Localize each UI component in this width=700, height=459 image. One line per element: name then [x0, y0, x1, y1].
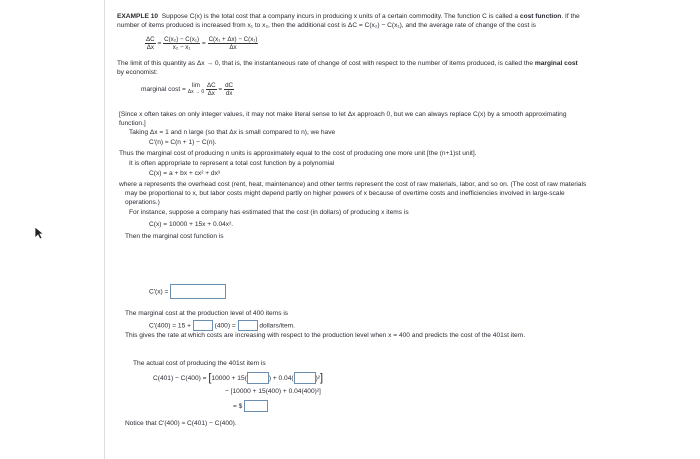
marginal-cost-formula: marginal cost = lim Δx → 0 $\frac{\Delta C}{\Delta x}$ = $\frac{dC}{dx}$ [141, 81, 234, 97]
dollar-answer-row [233, 400, 268, 412]
cprime-n-formula: C′(n) ≈ C(n + 1) − C(n). [149, 139, 217, 146]
frac-den: x₂ − x₁ [172, 43, 191, 51]
diff-text-b: ) + 0.04( [268, 374, 294, 382]
example-heading: EXAMPLE 10 [117, 13, 159, 20]
open-bracket: [ [208, 372, 212, 384]
mc-label: marginal cost = [141, 86, 188, 93]
cprime-x-input[interactable] [170, 284, 226, 299]
c400-row [149, 320, 295, 331]
limit-text [117, 60, 578, 68]
where-line-2: may be proportional to x, but labor costs might depend partly on higher powers of x because of overtime costs and inefficiencies involved in large-scale [125, 190, 565, 197]
cost-function-formula: C(x) = 10000 + 15x + 0.04x². [149, 221, 234, 228]
since-line-1: [Since x often takes on only integer values, it may not make literal sense to let Δx approach 0, but we can always replace C(x) by a smooth approximating [119, 111, 567, 118]
limit-text-2: by economist: [117, 69, 158, 76]
frac-den: Δx [229, 43, 237, 51]
limit-text-1: The limit of this quantity as Δx → 0, that is, the instantaneous rate of change of cost with respect to the number of items produced, is called the [117, 60, 533, 67]
lim-sub: Δx → 0 [187, 89, 205, 96]
notice-line: Notice that C′(400) ≈ C(401) − C(400). [125, 420, 237, 427]
where-line-3: operations.) [125, 199, 160, 206]
c400-text-b: (400) = [214, 322, 236, 330]
frac-num: ΔC [206, 81, 216, 89]
x-401-input-a[interactable] [247, 372, 269, 384]
example-intro-line [117, 13, 580, 21]
marginal-cost-term: marginal cost [534, 60, 578, 67]
c400-text-a: C′(400) = 15 + [149, 322, 191, 330]
diff-text-c: )² [315, 374, 320, 382]
frac-den: Δx [207, 89, 215, 97]
cprime-x-row [149, 284, 226, 298]
since-line-2: function.] [119, 120, 146, 127]
gives-line: This gives the rate at which costs are increasing with respect to the production level when x = 400 and predicts the cost of the 401st item. [125, 332, 526, 339]
close-bracket: ] [319, 372, 324, 384]
x-401-input-b[interactable] [294, 372, 316, 384]
frac-num: dC [225, 81, 234, 89]
cprime-x-label: C′(x) = [149, 288, 169, 296]
average-rate-formula: $\frac{\Delta C}{\Delta x}$ = $\frac{\text{C(x₂) − C(x₁)}}{\text{x₂ − x₁}}$ = $\frac{\text{C(x₁ + Δx) − C(x₁)}}{\Delta x}$ [146, 35, 258, 51]
at-400-line: The marginal cost at the production level of 400 items is [125, 310, 289, 317]
textbook-page [104, 0, 700, 459]
lim-text: lim [191, 82, 200, 90]
difference-subtract-line: − [10000 + 15(400) + 0.04(400)²] [225, 388, 321, 395]
dollar-answer-input[interactable] [244, 400, 268, 412]
diff-lhs: C(401) − C(400) = [153, 374, 207, 382]
frac-den: dx [225, 89, 233, 97]
c400-text-c: dollars/item. [259, 322, 295, 330]
diff-text-a: 10000 + 15( [211, 374, 247, 382]
marginal-cost-400-input[interactable] [238, 320, 258, 331]
frac-den: Δx [146, 43, 154, 51]
eq-dollar: = $ [233, 402, 243, 410]
thus-line: Thus the marginal cost of producing n units is approximately equal to the cost of producing one more unit [the (n+1)st unit]. [119, 150, 477, 157]
frac-num: C(x₂) − C(x₁) [164, 35, 200, 43]
polynomial-formula: C(x) = a + bx + cx² + dx³ [149, 170, 221, 177]
frac-num: ΔC [146, 35, 155, 43]
often-line: It is often appropriate to represent a total cost function by a polynomial [129, 160, 335, 167]
cost-function-term: cost function [519, 13, 562, 20]
coefficient-400-input[interactable] [193, 320, 213, 331]
difference-row [153, 368, 323, 388]
for-instance-line: For instance, suppose a company has estimated that the cost (in dollars) of producing x items is [129, 209, 409, 216]
intro-text-2: . If the [561, 13, 580, 20]
where-line-1: where a represents the overhead cost (rent, heat, maintenance) and other terms represent the cost of raw materials, labor, and so on. (The cost of raw materials [119, 181, 587, 188]
taking-line: Taking Δx = 1 and n large (so that Δx is small compared to n), we have [129, 129, 336, 136]
frac-num: C(x₁ + Δx) − C(x₁) [208, 35, 258, 43]
actual-cost-line: The actual cost of producing the 401st item is [133, 360, 266, 367]
then-line: Then the marginal cost function is [125, 233, 224, 240]
intro-text-1: Suppose C(x) is the total cost that a company incurs in producing x units of a certain commodity. The function C is called a [161, 13, 519, 20]
intro-line-2: number of items produced is increased from x₁ to x₂, then the additional cost is ΔC = C(x₂) − C(x₁), and the average rate of change of the cost is [117, 22, 536, 29]
